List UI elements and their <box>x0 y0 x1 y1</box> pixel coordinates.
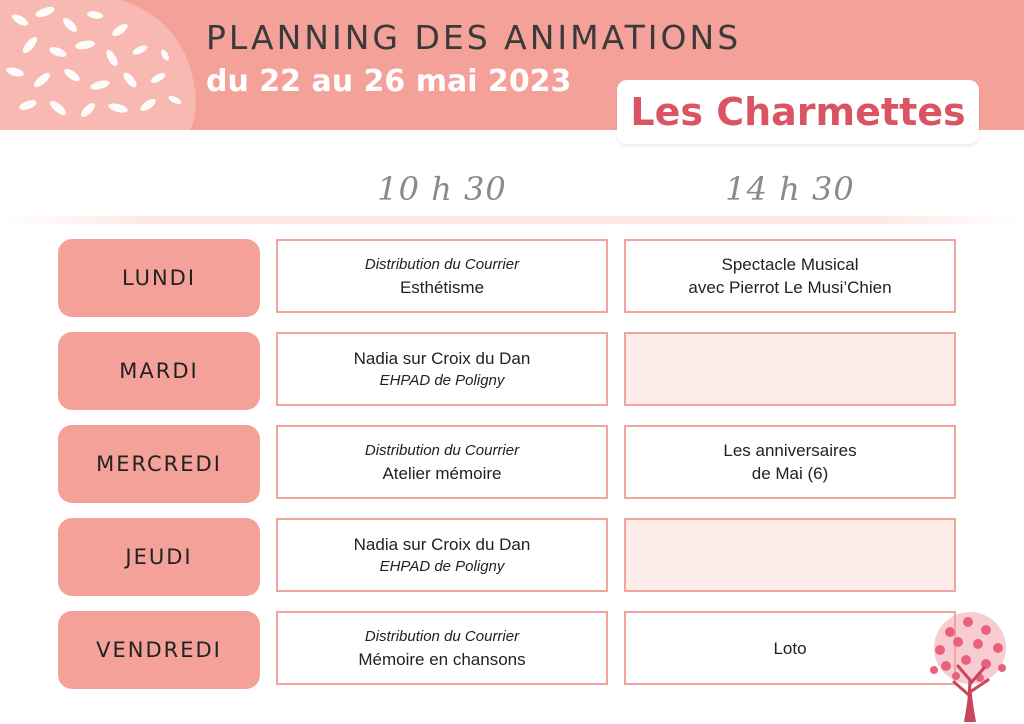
activity-main-line: Mémoire en chansons <box>358 649 526 669</box>
day-label: MARDI <box>58 332 260 410</box>
activity-main-line: Esthétisme <box>399 277 485 297</box>
activity-line-1: Spectacle Musical <box>721 255 859 274</box>
day-label: MERCREDI <box>58 425 260 503</box>
morning-activity-cell <box>276 518 608 592</box>
afternoon-empty-cell <box>624 518 956 592</box>
activity-main-line: Atelier mémoire <box>382 463 502 483</box>
schedule-row-lundi <box>0 239 1024 317</box>
afternoon-activity-cell <box>624 611 956 685</box>
morning-activity-cell <box>276 611 608 685</box>
date-range: du 22 au 26 mai 2023 <box>206 64 572 99</box>
activity-line-2: de Mai (6) <box>751 464 829 483</box>
leaf-cluster-icon <box>0 0 200 130</box>
activity-italic-line: EHPAD de Poligny <box>379 371 505 389</box>
afternoon-activity-cell <box>624 425 956 499</box>
afternoon-activity-cell <box>624 239 956 313</box>
day-label: VENDREDI <box>58 611 260 689</box>
page-title: PLANNING DES ANIMATIONS <box>206 18 742 57</box>
column-header-afternoon: 14 h 30 <box>725 170 855 208</box>
day-label: JEUDI <box>58 518 260 596</box>
afternoon-empty-cell <box>624 332 956 406</box>
schedule-row-jeudi <box>0 518 1024 596</box>
heart-tree-icon <box>920 610 1020 722</box>
morning-activity-cell <box>276 239 608 313</box>
activity-italic-line: EHPAD de Poligny <box>379 557 505 575</box>
schedule-row-vendredi <box>0 611 1024 689</box>
morning-activity-cell <box>276 425 608 499</box>
day-label: LUNDI <box>58 239 260 317</box>
header-divider <box>0 216 1024 224</box>
morning-activity-cell <box>276 332 608 406</box>
activity-italic-line: Distribution du Courrier <box>364 441 520 459</box>
activity-italic-line: Distribution du Courrier <box>364 255 520 273</box>
activity-italic-line: Distribution du Courrier <box>364 627 520 645</box>
activity-main-line: Nadia sur Croix du Dan <box>353 534 531 554</box>
activity-main-line: Nadia sur Croix du Dan <box>353 348 531 368</box>
activity-line-1: Loto <box>773 638 807 658</box>
column-header-morning: 10 h 30 <box>377 170 507 208</box>
schedule-row-mardi <box>0 332 1024 410</box>
site-name-badge: Les Charmettes <box>617 80 979 144</box>
activity-line-1: Les anniversaires <box>723 441 857 460</box>
schedule-row-mercredi <box>0 425 1024 503</box>
activity-line-2: avec Pierrot Le Musi’Chien <box>688 278 892 297</box>
